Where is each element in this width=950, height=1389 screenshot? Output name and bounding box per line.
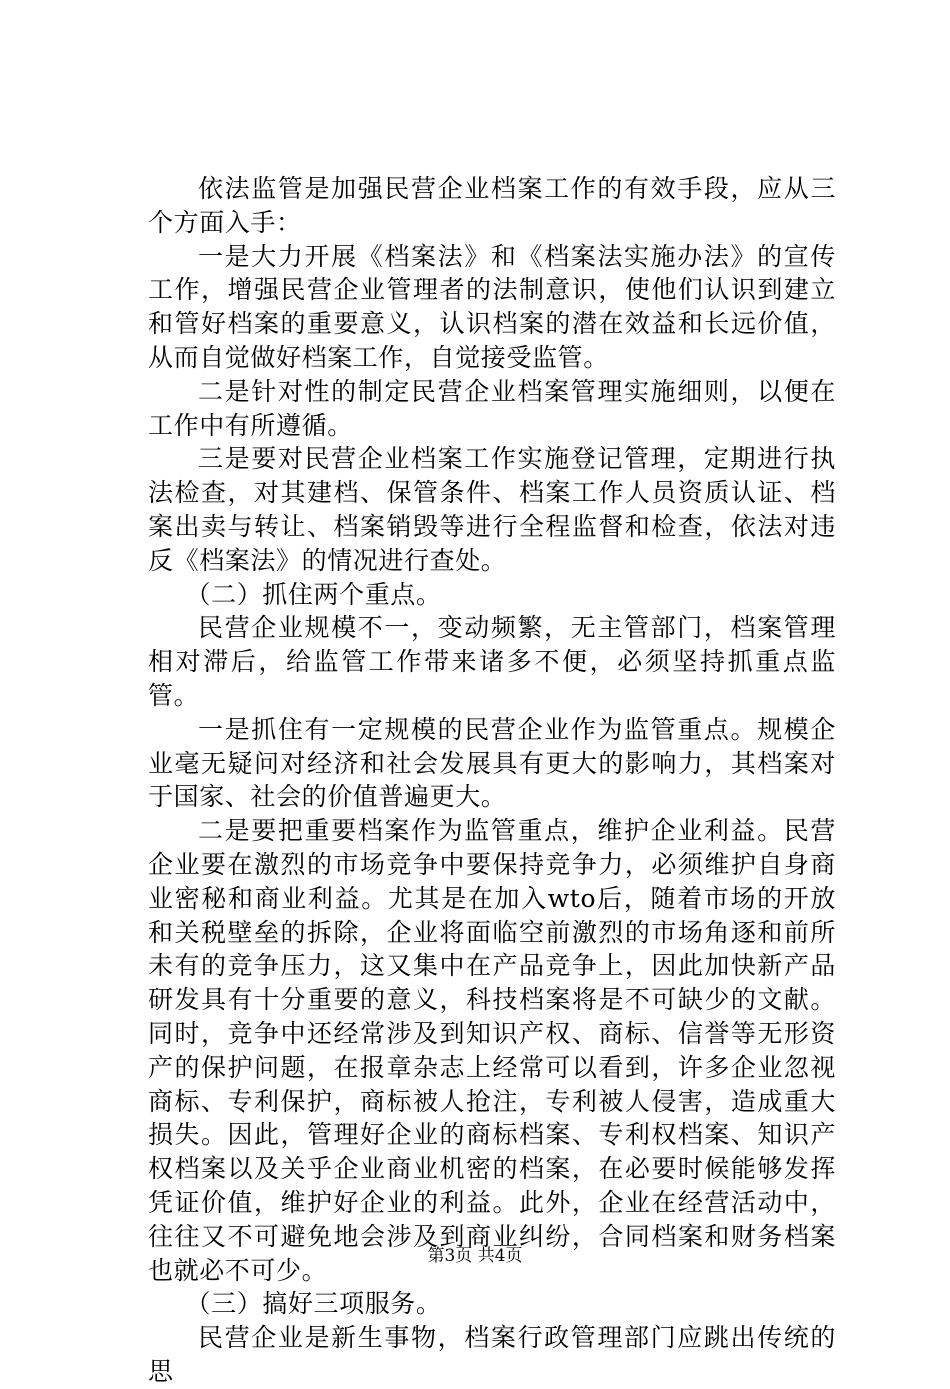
section-heading-three: （三）搞好三项服务。 [185, 1289, 442, 1319]
paragraph-point-two: 二是针对性的制定民营企业档案管理实施细则，以便在工作中有所遵循。 [148, 376, 836, 440]
paragraph-section-two-intro: 民营企业规模不一，变动频繁，无主管部门，档案管理相对滞后，给监管工作带来诸多不便，必须坚持抓重点监管。 [148, 613, 836, 710]
paragraph-intro: 依法监管是加强民营企业档案工作的有效手段，应从三个方面入手： [148, 174, 836, 237]
paragraph-point-one: 一是大力开展《档案法》和《档案法实施办法》的宣传工作，增强民营企业管理者的法制意识，使他们认识到建立和管好档案的重要意义，认识档案的潜在效益和长远价值，从而自觉做好档案工作，自觉接受监管。 [148, 241, 836, 372]
paragraph-focus-two: 二是要把重要档案作为监管重点，维护企业利益。民营企业要在激烈的市场竞争中要保持竞争力，必须维护自身商业密秘和商业利益。尤其是在加入wto后，随着市场的开放和关税壁垒的拆除，企业将面临空前激烈的市场角逐和前所未有的竞争压力，这又集中在产品竞争上，因此加快新产品研发具有十分重要的意义，科技档案将是不可缺少的文献。同时，竞争中还经常涉及到知识产权、商标、信誉等无形资产的保护问题，在报章杂志上经常可以看到，许多企业忽视商标、专利保护，商标被人抢注，专利被人侵害，造成重大损失。因此，管理好企业的商标档案、专利权档案、知识产权档案以及关乎企业商业机密的档案，在必要时候能够发挥凭证价值，维护好企业的利益。此外，企业在经营活动中，往往又不可避免地会涉及到商业纠纷，合同档案和财务档案也就必不可少。 [148, 816, 836, 1285]
paragraph-focus-one: 一是抓住有一定规模的民营企业作为监管重点。规模企业毫无疑问对经济和社会发展具有更大的影响力，其档案对于国家、社会的价值普遍更大。 [148, 714, 836, 812]
page-number-footer: 第3页 共4页 [427, 1246, 523, 1266]
section-heading-two: （二）抓住两个重点。 [185, 579, 442, 609]
paragraph-section-three-intro: 民营企业是新生事物，档案行政管理部门应跳出传统的思 [148, 1323, 836, 1386]
paragraph-point-three: 三是要对民营企业档案工作实施登记管理，定期进行执法检查，对其建档、保管条件、档案工作人员资质认证、档案出卖与转让、档案销毁等进行全程监督和检查，依法对违反《档案法》的情况进行查处。 [148, 444, 836, 575]
document-body [148, 172, 836, 1389]
